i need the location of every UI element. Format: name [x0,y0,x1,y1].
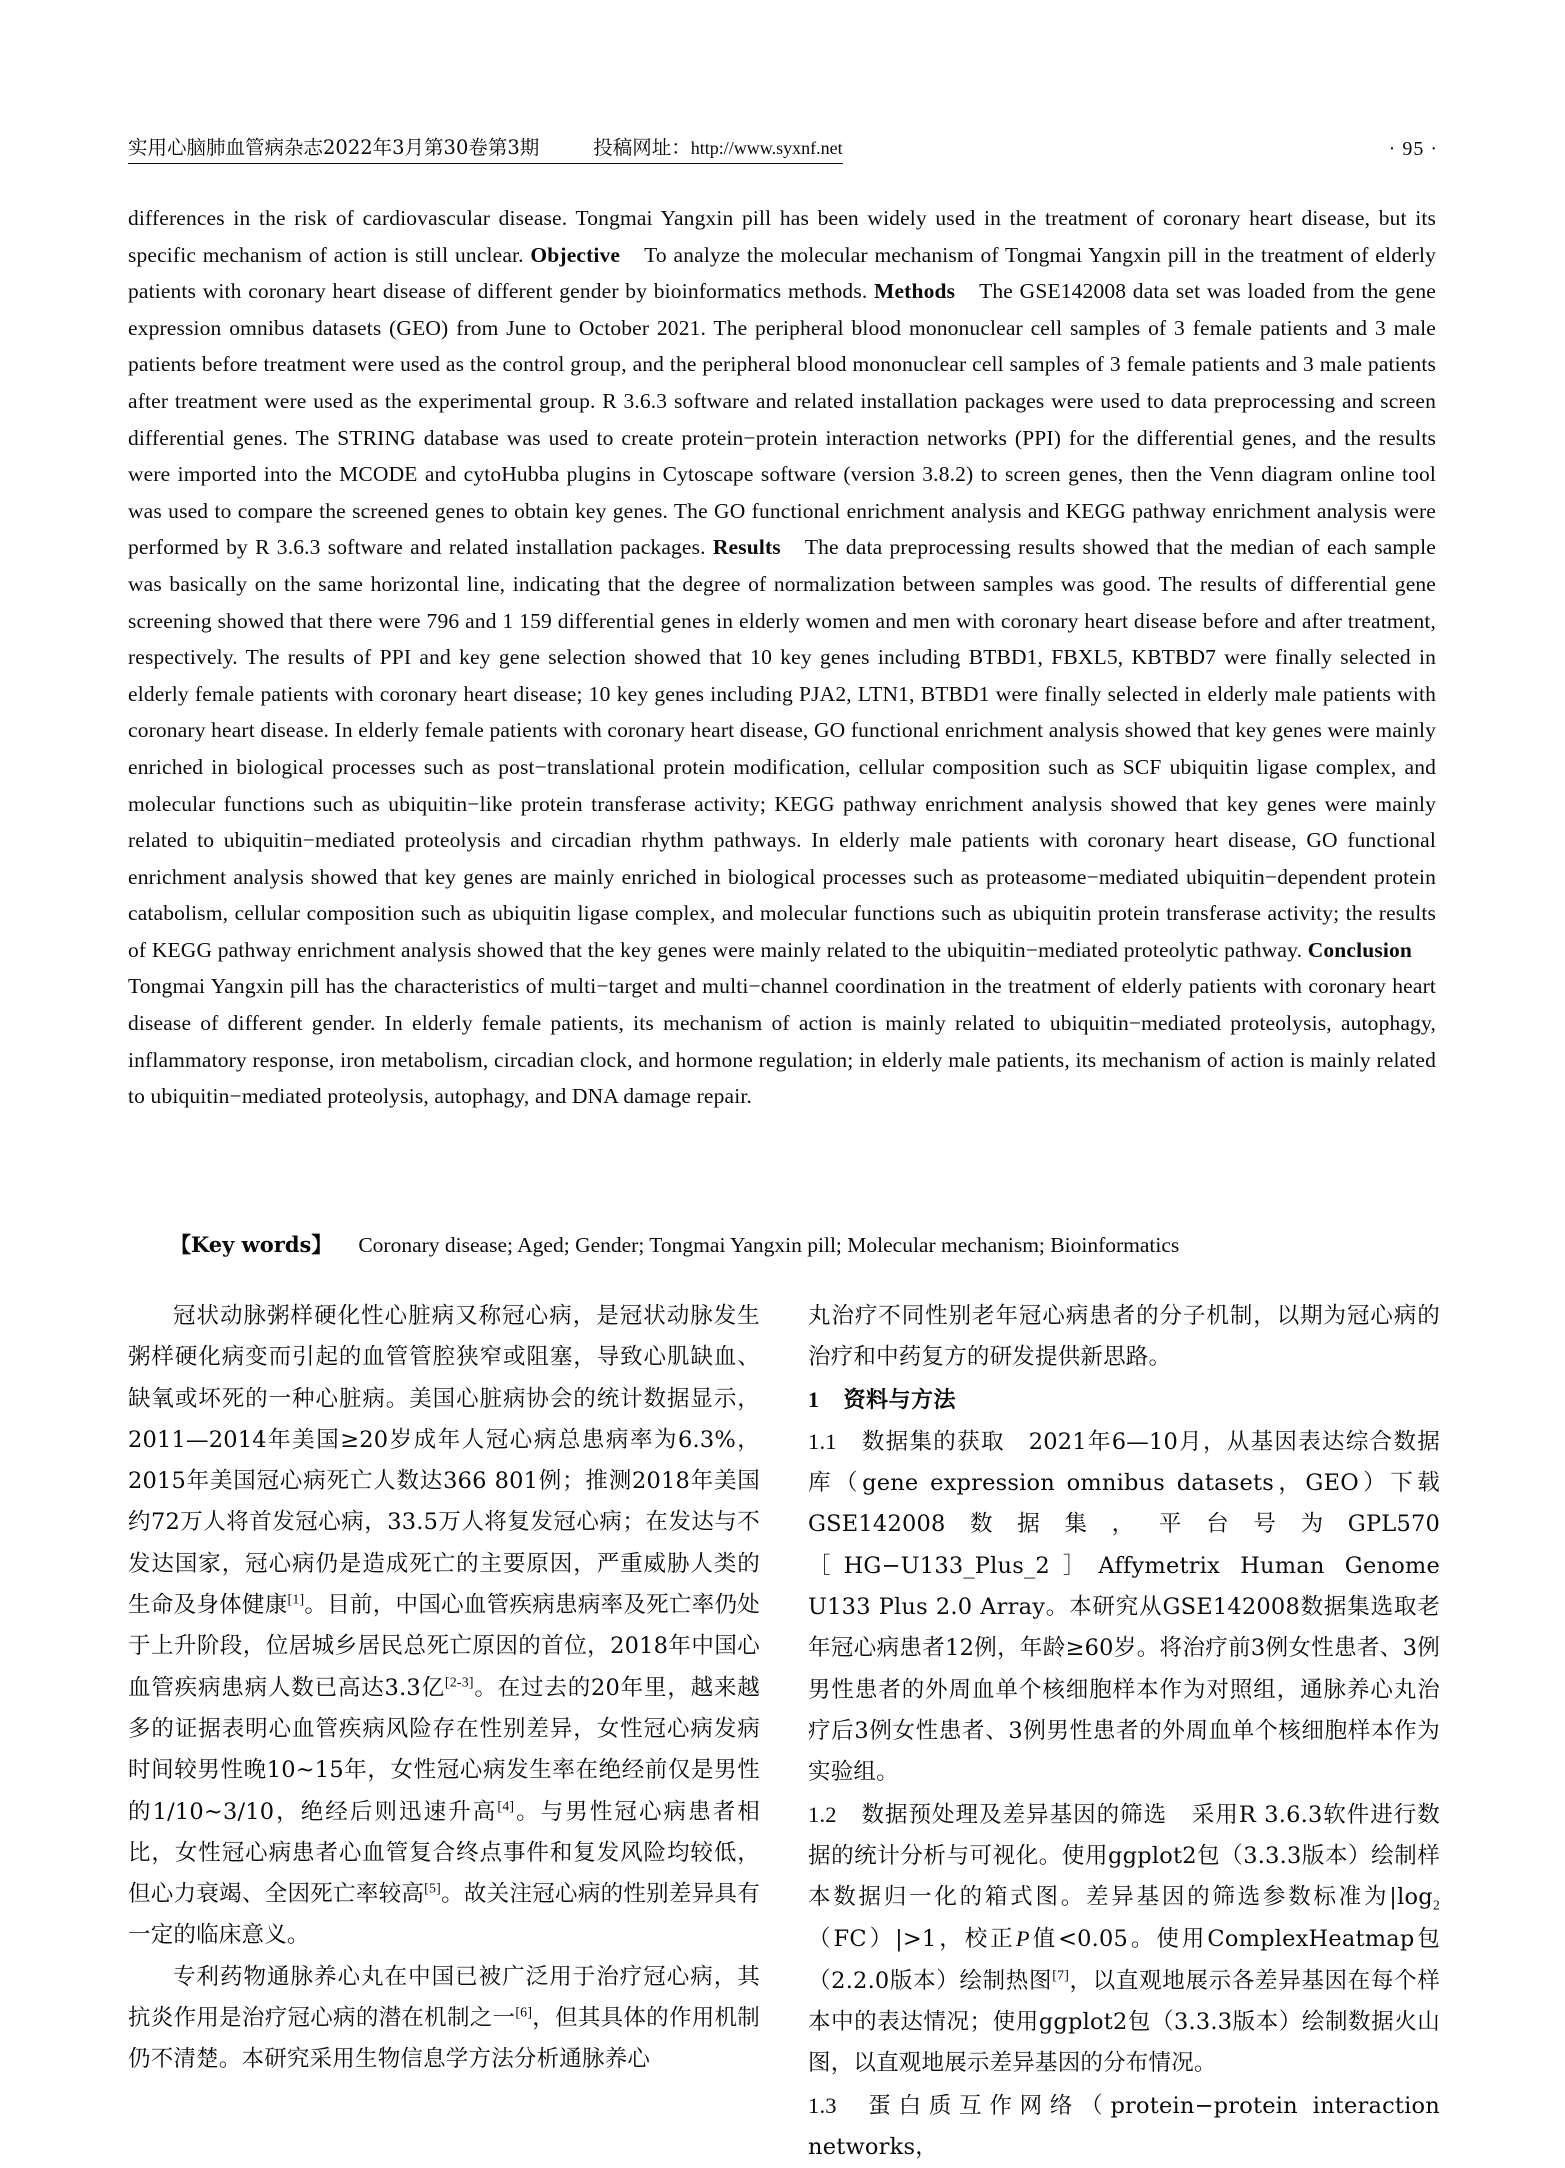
submission-label [593,132,842,160]
english-abstract [128,200,1436,1115]
abstract-methods-text: The GSE142008 data set was loaded from the gene expression omnibus datasets (GEO) from June to October 2021. The peripheral blood mononuclear cell samples of 3 female patients and 3 male patients before treatment were used as the control group, and the peripheral blood mononuclear cell samples of 3 female patients and 3 male patients after treatment were used as the experimental group. R 3.6.3 software and related installation packages were used to data preprocessing and screen differential genes. The STRING database was used to create protein−protein interaction networks (PPI) for the differential genes, and the results were imported into the MCODE and cytoHubba plugins in Cytoscape software (version 3.8.2) to screen genes, then the Venn diagram online tool was used to compare the screened genes to obtain key genes. The GO functional enrichment analysis and KEGG pathway enrichment analysis were performed by R 3.6.3 software and related installation packages. [128,279,1436,560]
subsection-1-2-text-c: 值<0.05。使用ComplexHeatmap包（2.2.0版本）绘制热图 [808,1926,1440,1994]
keywords-line [128,1228,1436,1262]
subsection-1-2-text-b: （FC）|>1，校正 [808,1926,1016,1953]
section-1-title: 资料与方法 [843,1387,957,1413]
section-heading-1 [808,1379,1440,1421]
subsection-1-1-title: 数据集的获取 [860,1428,1005,1455]
right-paragraph-continued: 丸治疗不同性别老年冠心病患者的分子机制，以期为冠心病的治疗和中药复方的研发提供新思路。 [808,1303,1440,1371]
abstract-objective-text: To analyze the molecular mechanism of Tongmai Yangxin pill in the treatment of elderly patients with coronary heart disease of different gender by bioinformatics methods. [128,242,1436,304]
abstract-methods-label: Methods [874,279,956,304]
left-para1-part-e: 。故关注冠心病的性别差异具有一定的临床意义。 [128,1881,760,1949]
abstract-conclusion-text: Tongmai Yangxin pill has the characteristics of multi−target and multi−channel coordination in the treatment of elderly patients with coronary heart disease of different gender. In elderly female patients, its mechanism of action is mainly related to ubiquitin−mediated proteolysis, autophagy, inflammatory response, iron metabolism, circadian clock, and hormone regulation; in elderly male patients, its mechanism of action is mainly related to ubiquitin−mediated proteolysis, autophagy, and DNA damage repair. [128,974,1436,1109]
subsection-1-1 [808,1421,1440,1794]
left-paragraph-2 [128,1957,760,2081]
subsection-1-1-number: 1.1 [808,1428,837,1454]
reference-marker-2: [2-3] [444,1675,474,1691]
left-para2-part-b: ，但其具体的作用机制仍不清楚。本研究采用生物信息学方法分析通脉养心 [128,2005,760,2073]
body-left-column [128,1296,760,2081]
left-para1-part-b: 。目前，中国心血管疾病患病率及死亡率仍处于上升阶段，位居城乡居民总死亡原因的首位，2018年中国心血管疾病患病人数已高达3.3亿 [128,1592,760,1701]
subsection-1-3 [808,2085,1440,2168]
subsection-1-2-text-d: ，以直观地展示各差异基因在每个样本中的表达情况；使用ggplot2包（3.3.3版本）绘制数据火山图，以直观地展示差异基因的分布情况。 [808,1967,1440,2077]
subsection-1-2-number: 1.2 [808,1801,837,1827]
subsection-1-3-title: 蛋白质互作网络（protein−protein interaction networks， [808,2092,1440,2160]
abstract-results-label: Results [712,535,781,560]
abstract-results-text: The data preprocessing results showed that the median of each sample was basically on the same horizontal line, indicating that the degree of normalization between samples was good. The results of differential gene screening showed that there were 796 and 1 159 differential genes in elderly women and men with coronary heart disease before and after treatment, respectively. The results of PPI and key gene selection showed that 10 key genes including BTBD1, FBXL5, KBTBD7 were finally selected in elderly female patients with coronary heart disease; 10 key genes including PJA2, LTN1, BTBD1 were finally selected in elderly male patients with coronary heart disease. In elderly female patients with coronary heart disease, GO functional enrichment analysis showed that key genes were mainly enriched in biological processes such as post−translational protein modification, cellular composition such as SCF ubiquitin ligase complex, and molecular functions such as ubiquitin−like protein transferase activity; KEGG pathway enrichment analysis showed that key genes were mainly related to ubiquitin−mediated proteolysis and circadian rhythm pathways. In elderly male patients with coronary heart disease, GO functional enrichment analysis showed that key genes are mainly enriched in biological processes such as proteasome−mediated ubiquitin−dependent protein catabolism, cellular composition such as ubiquitin ligase complex, and molecular functions such as ubiquitin protein transferase activity; the results of KEGG pathway enrichment analysis showed that the key genes were mainly related to the ubiquitin−mediated proteolytic pathway. [128,535,1436,962]
submission-url[interactable]: http://www.syxnf.net [690,138,843,158]
subsection-1-2 [808,1794,1440,2085]
left-para2-part-a: 专利药物通脉养心丸在中国已被广泛用于治疗冠心病，其抗炎作用是治疗冠心病的潜在机制之一 [128,1963,760,2032]
body-right-column [808,1296,1440,2168]
reference-marker-5: [6] [515,2005,533,2021]
subsection-1-2-title: 数据预处理及差异基因的筛选 [860,1801,1168,1828]
keywords-value: Coronary disease; Aged; Gender; Tongmai Yangxin pill; Molecular mechanism; Bioinformatics [358,1233,1180,1257]
abstract-conclusion-label: Conclusion [1307,937,1412,962]
subsection-1-3-number: 1.3 [808,2092,837,2118]
left-para1-part-a: 冠状动脉粥样硬化性心脏病又称冠心病，是冠状动脉发生粥样硬化病变而引起的血管管腔狭窄或阻塞，导致心肌缺血、缺氧或坏死的一种心脏病。美国心脏病协会的统计数据显示，2011—2014年美国≥20岁成年人冠心病总患病率为6.3%，2015年美国冠心病死亡人数达366 801例；推测2018年美国约72万人将首发冠心病，33.5万人将复发冠心病；在发达与不发达国家，冠心病仍是造成死亡的主要原因，严重威胁人类的生命及身体健康 [128,1303,760,1619]
keywords-label: 【Key words】 [170,1232,333,1257]
left-para1-part-d: 。与男性冠心病患者相比，女性冠心病患者心血管复合终点事件和复发风险均较低，但心力衰竭、全因死亡率较高 [128,1798,760,1908]
p-value-symbol: P [1015,1926,1030,1952]
page-number: · 95 · [1388,138,1438,160]
reference-marker-3: [4] [497,1799,515,1815]
reference-marker-7: [7] [1052,1968,1070,1984]
subsection-1-2-text-a: 采用R 3.6.3软件进行数据的统计分析与可视化。使用ggplot2包（3.3.3版本）绘制样本数据归一化的箱式图。差异基因的筛选参数标准为|log [808,1801,1440,1911]
log-base-subscript: 2 [1432,1898,1440,1914]
section-1-number: 1 [808,1386,820,1412]
journal-title-line: 实用心脑肺血管病杂志2022年3月第30卷第3期 [128,136,540,159]
left-para1-part-c: 。在过去的20年里，越来越多的证据表明心血管疾病风险存在性别差异，女性冠心病发病时间较男性晚10~15年，女性冠心病发生率在绝经前仅是男性的1/10~3/10，绝经后则迅速升高 [128,1674,760,1825]
reference-marker-1: [1] [287,1592,305,1608]
submission-label-text: 投稿网址： [593,136,691,159]
left-paragraph-1 [128,1296,760,1957]
subsection-1-1-text: 2021年6—10月，从基因表达综合数据库（gene expression omnibus datasets，GEO）下载GSE142008数据集，平台号为GPL570［HG−U133_Plus_2］Affymetrix Human Genome U133 Plus 2.0 Array。本研究从GSE142008数据集选取老年冠心病患者12例，年龄≥60岁。将治疗前3例女性患者、3例男性患者的外周血单个核细胞样本作为对照组，通脉养心丸治疗后3例女性患者、3例男性患者的外周血单个核细胞样本作为实验组。 [808,1428,1440,1786]
running-head-left [128,132,843,164]
running-head [128,126,1438,164]
abstract-objective-label: Objective [530,242,621,267]
abstract-intro-text: differences in the risk of cardiovascular disease. Tongmai Yangxin pill has been widely used in the treatment of coronary heart disease, but its specific mechanism of action is still unclear. [128,206,1436,267]
reference-marker-4: [5] [424,1881,442,1897]
